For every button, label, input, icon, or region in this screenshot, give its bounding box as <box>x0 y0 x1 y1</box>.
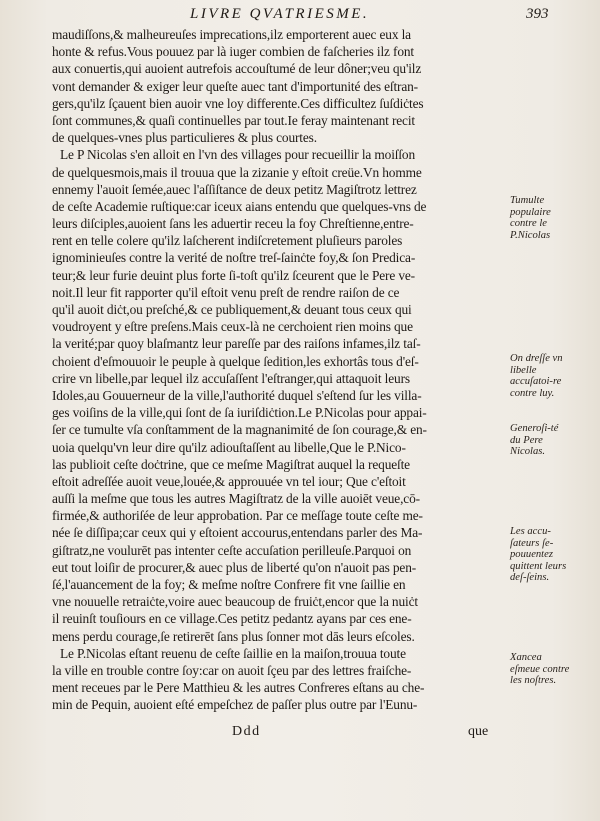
printer-signature-mark: Ddd <box>232 724 261 739</box>
text-line: vne nouuelle retraiċte,voire auec beaucoup de fruiċt,encor que la nuiċt <box>52 594 418 610</box>
margin-note-libelle: On dreſſe vn libelle accuſatoi-re contre luy. <box>510 353 563 399</box>
text-line: firmée,& authoriſée de leur approbation. Par ce meſſage toute ceſte me- <box>52 508 423 524</box>
body-text <box>52 26 500 714</box>
text-line: eſtoit adreſſée auoit veue,louée,& approuuée vn tel iour; Que c'eſtoit <box>52 473 406 489</box>
paragraph-start-line: Le P Nicolas s'en alloit en l'vn des villages pour recueillir la moiſſon <box>60 147 415 163</box>
text-line: de ceſte Academie ruſtique:car iceux aians entendu que quelques-vns de <box>52 198 427 214</box>
text-line: ges voiſins de la ville,qui ſont de ſa iuriſdiċtion.Le P.Nicolas pour appai- <box>52 405 427 421</box>
text-line: née ſe diſſipa;car ceux qui y eſtoient accourus,entendans parler des Ma- <box>52 525 423 541</box>
text-line: ſont communes,& quaſi continuelles par tout.Ie feray maintenant recit <box>52 112 415 128</box>
text-line: ſé,l'auancement de la foy; & meſme noſtre Confrere fit vne ſaillie en <box>52 577 406 592</box>
margin-note-xancea: Xancea eſmeue contre les noſtres. <box>510 652 570 686</box>
text-line: ment receues par le Pere Matthieu & les autres Confreres eſtans au che- <box>52 680 425 696</box>
page-number: 393 <box>526 6 549 22</box>
margin-note-accusateurs: Les accu-ſateurs ſe-pouuentez quittent leurs deſ-ſeins. <box>510 526 567 583</box>
text-line: leurs diſciples,auoient ſans les aduertir receu la foy Chreſtienne,entre- <box>52 216 414 232</box>
text-line: auſſi la meſme que tous les autres Magiſtratz de la ville auoiēt veue,cō- <box>52 491 420 507</box>
text-line: voudroyent y eſtre preſens.Mais ceux-là ne cerchoient rien moins que <box>52 319 413 335</box>
text-line: de quelques-vnes plus particulieres & plus courtes. <box>52 130 317 146</box>
text-line: crire vn libelle,par lequel ilz accuſaſſent l'eſtranger,qui attaquoit leurs <box>52 370 410 386</box>
text-line: ennemy l'auoit ſemée,auec l'aſſiſtance de deux petitz Magiſtrotz lettrez <box>52 181 417 197</box>
text-line: giſtratz,ne voulurēt pas intenter ceſte accuſation perilleuſe.Parquoi on <box>52 542 412 558</box>
text-line: uoia quelqu'vn leur dire qu'ilz adiouſtaſſent au libelle,Que le P.Nico- <box>52 439 406 455</box>
catchword: que <box>468 724 489 739</box>
text-line: ſer ce tumulte vſa conſtamment de la magnanimité de ſon courage,& en- <box>52 422 427 438</box>
text-line: la ville en trouble contre ſoy:car on auoit ſçeu par des lettres fraiſche- <box>52 662 412 678</box>
paragraph-start-line: Le P.Nicolas eſtant reuenu de ceſte ſaillie en la maiſon,trouua toute <box>60 645 406 661</box>
text-line: aux conuertis,qui auoient autrefois accouſtumé de leur dôner;veu qu'ilz <box>52 61 422 77</box>
text-line: choient d'eſmouuoir le peuple à quelque ſedition,les exhortâs tous d'eſ- <box>52 353 419 369</box>
text-line: las publioit ceſte doċtrine, que ce meſme Magiſtrat auquel la requeſte <box>52 456 410 472</box>
text-line: maudiſſons,& malheureuſes imprecations,ilz emporterent auec eux la <box>52 27 411 42</box>
text-line: rent en telle colere qu'ilz laſcherent indiſcretement pluſieurs paroles <box>52 233 403 249</box>
text-line: min de Pequin, auoient eſté empeſchez de paſſer plus outre par l'Eunu- <box>52 697 418 713</box>
text-line: vont demander & exiger leur queſte auec tant d'importunité des eſtran- <box>52 78 418 94</box>
margin-note-tumulte: Tumulte populaire contre le P.Nicolas <box>510 195 551 241</box>
running-title: LIVRE QVATRIESME. <box>190 6 370 22</box>
text-line: Idoles,au Gouuerneur de la ville,l'authorité duquel s'eſtend ſur les villa- <box>52 387 422 403</box>
text-line: gers,qu'ilz ſçauent bien auoir vne loy differente.Ces difficultez ſuſdiċtes <box>52 95 424 111</box>
page-header <box>0 4 600 26</box>
text-line: il reuinſt touſiours en ce village.Ces petitz pedantz ayans par ces ene- <box>52 611 412 627</box>
text-line: eut tout loiſir de procurer,& auec plus de liberté qu'on n'auoit pas pen- <box>52 559 417 575</box>
text-line: qu'il auoit diċt,ou preſché,& ce publiquement,& deuant tous ceux qui <box>52 302 412 317</box>
text-line: de quelquesmois,mais il trouua que la zizanie y eſtoit creüe.Vn homme <box>52 164 422 180</box>
margin-note-generosite: Generoſi-té du Pere Nicolas. <box>510 423 559 457</box>
text-line: la verité;par quoy blaſmantz leur pareſſe par des raiſons infames,ilz taſ- <box>52 336 421 352</box>
text-line: ignominieuſes contre la verité de noſtre treſ-ſainċte foy,& ſon Predica- <box>52 250 416 266</box>
text-line: mens perdu courage,ſe retirerēt ſans plus ſonner mot dās leurs eſcoles. <box>52 628 415 644</box>
text-line: noit.Il leur fit rapporter qu'il eſtoit venu preſt de rendre raiſon de ce <box>52 284 400 300</box>
text-line: honte & refus.Vous pouuez par là iuger combien de faſcheries ilz font <box>52 44 414 60</box>
text-line: teur;& leur furie deuint plus forte ſi-toſt qu'ilz ſceurent que le Pere ve- <box>52 267 415 283</box>
